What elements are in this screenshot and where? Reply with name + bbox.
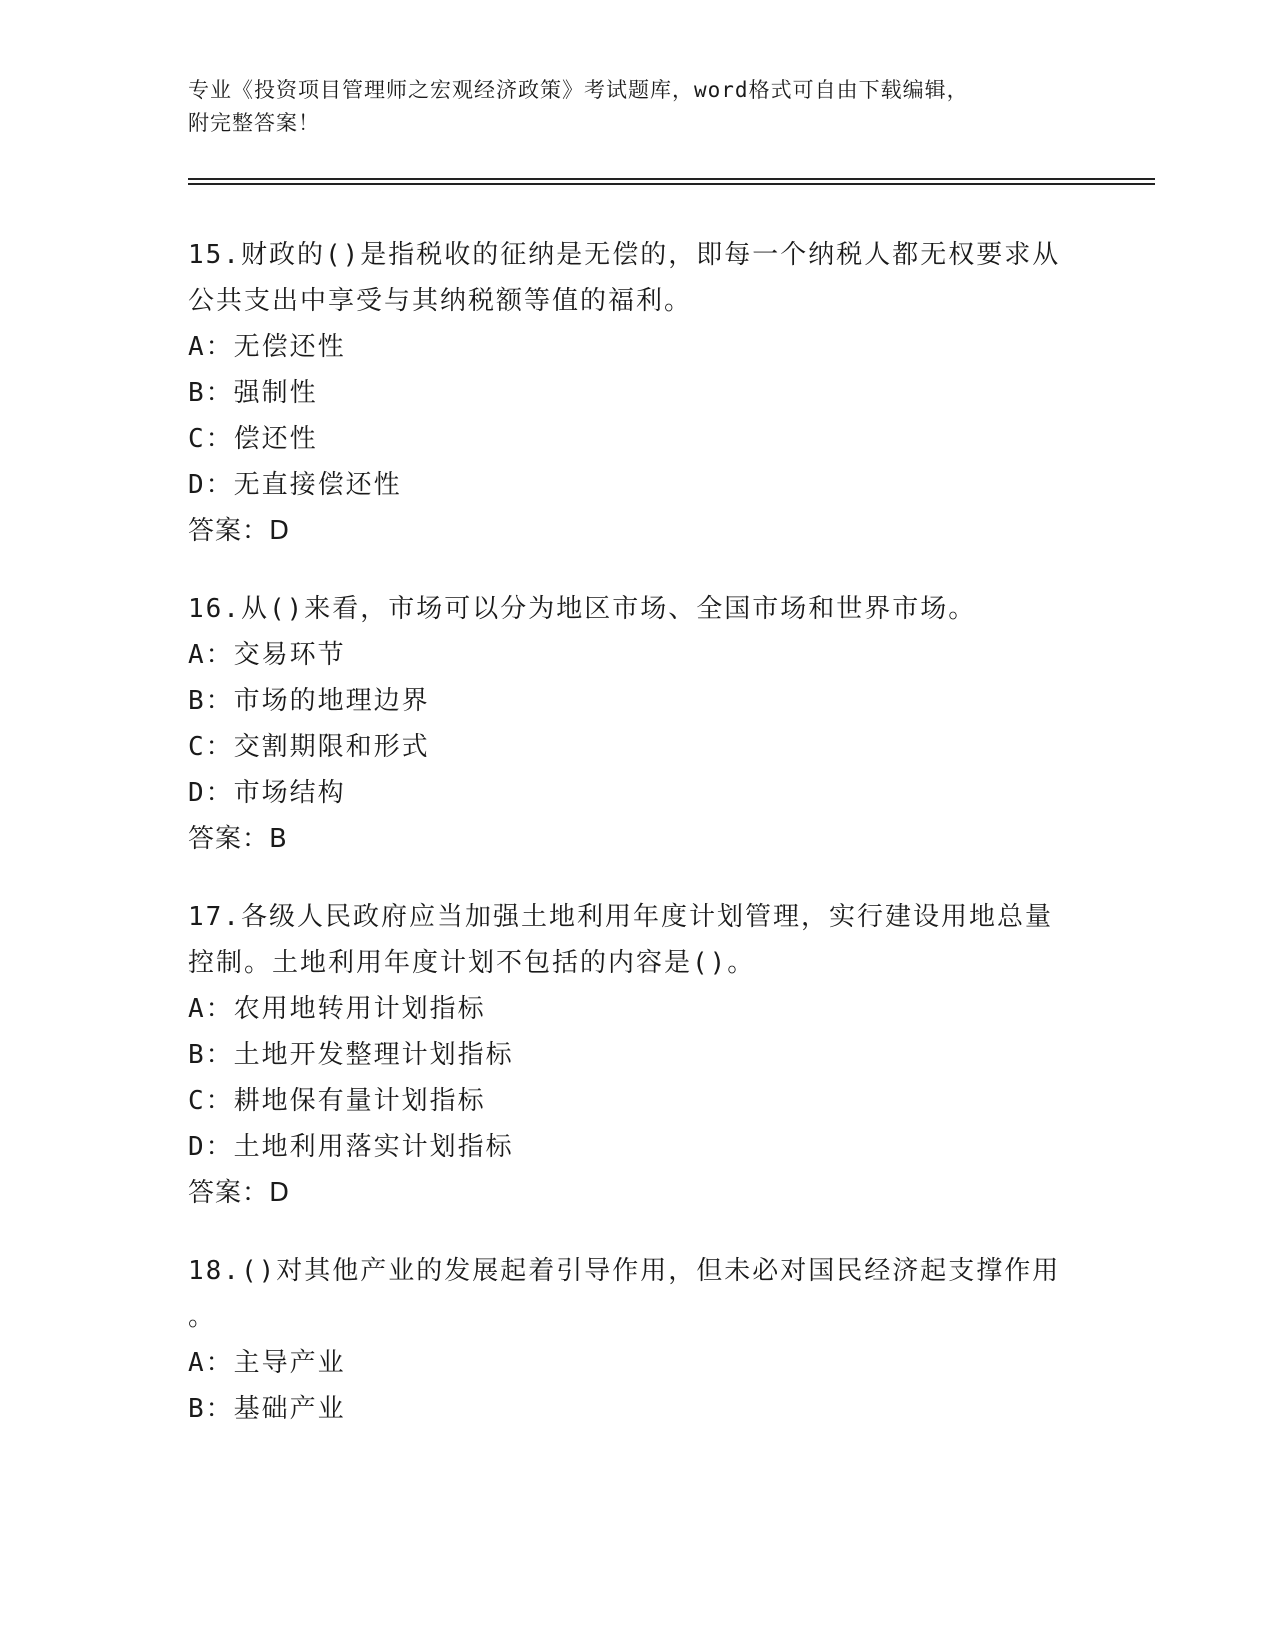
option-b: B：土地开发整理计划指标 xyxy=(188,1040,514,1070)
header-divider-bottom xyxy=(188,183,1155,185)
option-b: B：强制性 xyxy=(188,378,318,408)
option-a: A：农用地转用计划指标 xyxy=(188,994,486,1024)
question-stem-line: 控制。土地利用年度计划不包括的内容是()。 xyxy=(188,948,756,978)
question-stem-line: 15.财政的()是指税收的征纳是无偿的，即每一个纳税人都无权要求从 xyxy=(188,240,1061,270)
question-17 xyxy=(188,894,1088,1216)
question-15 xyxy=(188,232,1088,554)
question-stem-line: 16.从()来看，市场可以分为地区市场、全国市场和世界市场。 xyxy=(188,594,977,624)
option-c: C：偿还性 xyxy=(188,424,318,454)
question-16 xyxy=(188,586,1088,862)
question-18 xyxy=(188,1248,1088,1432)
option-d: D：无直接偿还性 xyxy=(188,470,402,500)
question-stem-line: 18.()对其他产业的发展起着引导作用，但未必对国民经济起支撑作用 xyxy=(188,1256,1061,1286)
header-line-1: 专业《投资项目管理师之宏观经济政策》考试题库，word格式可自由下载编辑， xyxy=(188,78,969,102)
question-stem-line: 17.各级人民政府应当加强土地利用年度计划管理，实行建设用地总量 xyxy=(188,902,1053,932)
option-c: C：耕地保有量计划指标 xyxy=(188,1086,486,1116)
question-stem-line: 公共支出中享受与其纳税额等值的福利。 xyxy=(188,286,693,316)
option-a: A：无偿还性 xyxy=(188,332,346,362)
header-divider-top xyxy=(188,178,1155,180)
answer-line: 答案：D xyxy=(188,516,291,546)
option-d: D：市场结构 xyxy=(188,778,346,808)
option-b: B：基础产业 xyxy=(188,1394,346,1424)
document-header xyxy=(188,74,1068,140)
answer-line: 答案：B xyxy=(188,824,288,854)
option-d: D：土地利用落实计划指标 xyxy=(188,1132,514,1162)
option-b: B：市场的地理边界 xyxy=(188,686,430,716)
question-stem-line: 。 xyxy=(188,1302,217,1332)
answer-line: 答案：D xyxy=(188,1178,291,1208)
header-line-2: 附完整答案！ xyxy=(188,111,320,135)
option-c: C：交割期限和形式 xyxy=(188,732,430,762)
option-a: A：主导产业 xyxy=(188,1348,346,1378)
question-list xyxy=(188,232,1088,1464)
option-a: A：交易环节 xyxy=(188,640,346,670)
